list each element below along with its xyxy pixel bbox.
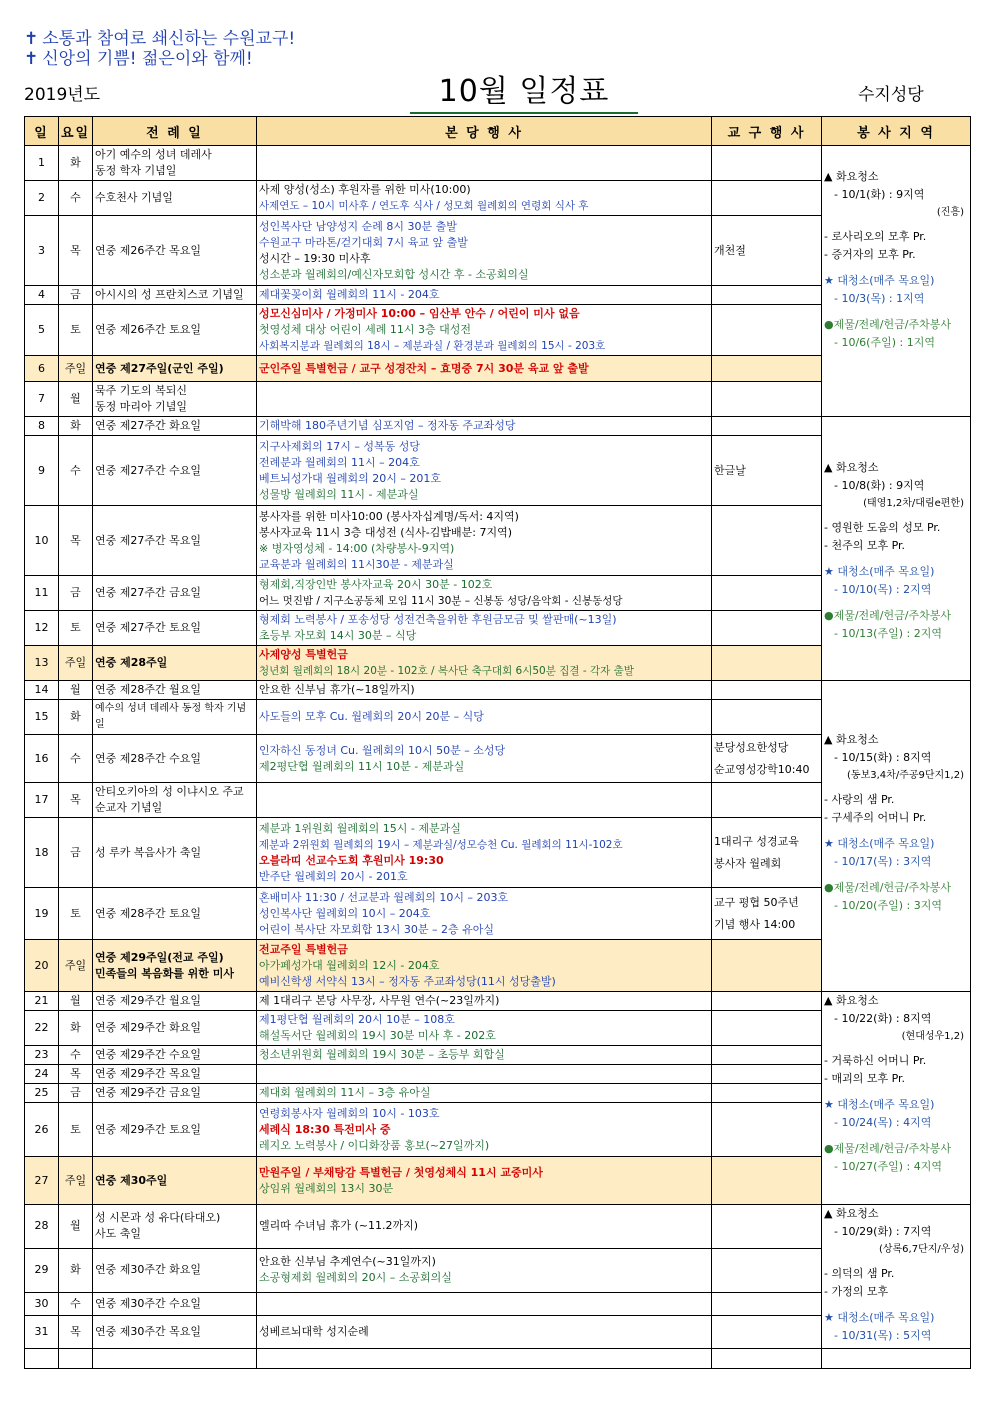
event-line: 교육분과 월례회의 11시30분 - 제분과실	[259, 557, 454, 571]
diocese-event	[712, 611, 822, 646]
event-line: 봉사자교육 11시 3층 대성전 (식사-김밥배분: 7지역)	[259, 525, 513, 539]
diocese-event	[712, 1316, 822, 1349]
event-line: 기해박해 180주년기념 심포지엄 – 정자동 주교좌성당	[259, 419, 516, 432]
event-line: 사제양성 특별헌금	[259, 648, 348, 661]
diocese-event	[712, 1248, 822, 1292]
event-line: 혼배미사 11:30 / 선교분과 월례회의 10시 – 203호	[259, 890, 509, 904]
service-area-line: ▲ 화요청소	[824, 1207, 879, 1220]
diocese-event	[712, 700, 822, 735]
parish-events	[257, 1157, 712, 1205]
parish-events	[257, 181, 712, 216]
diocese-event	[712, 146, 822, 181]
event-line: 어린이 복사단 자모회합 13시 30분 – 2층 유아실	[259, 922, 494, 936]
event-line: 형제회,직장인반 봉사자교육 20시 30분 - 102호	[259, 578, 493, 591]
weekday: 월	[59, 1205, 93, 1249]
service-area-line: - 사랑의 샘 Pr.	[824, 793, 895, 806]
service-area-line: - 10/3(목) : 1지역	[834, 292, 925, 305]
event-line: 성인복사단 월례회의 10시 – 204호	[259, 906, 431, 920]
liturgical-day: 아기 예수의 성녀 데레사 동정 학자 기념일	[93, 146, 257, 181]
service-area-line: ▲ 화요청소	[824, 994, 879, 1007]
year-label: 2019년도	[24, 85, 101, 105]
weekday: 주일	[59, 940, 93, 992]
day-number: 16	[25, 735, 59, 783]
liturgical-day: 연중 제28주간 토요일	[93, 888, 257, 940]
diocese-event: 교구 평협 50주년 기념 행사 14:00	[712, 888, 822, 940]
liturgical-day: 성 시몬과 성 유다(타대오) 사도 축일	[93, 1205, 257, 1249]
event-line: 제분과 2위원회 월례회의 19시 – 제분과실/성모승천 Cu. 월례회의 11시-102호	[259, 838, 623, 851]
liturgical-day: 묵주 기도의 복되신 동정 마리아 기념일	[93, 382, 257, 417]
event-line: 사제연도 – 10시 미사후 / 연도후 식사 / 성모회 월례회의 연령회 식사 후	[259, 200, 589, 212]
service-area-line: - 10/20(주일) : 3지역	[834, 899, 942, 912]
service-area-line: ▲ 화요청소	[824, 461, 879, 474]
parish-name: 수지성당	[858, 85, 924, 105]
service-area-line: - 10/29(화) : 7지역	[834, 1225, 932, 1238]
day-number: 13	[25, 646, 59, 681]
day-number: 11	[25, 576, 59, 611]
weekday: 화	[59, 700, 93, 735]
event-line: 사제 양성(성소) 후원자를 위한 미사(10:00)	[259, 183, 471, 196]
event-line: 인자하신 동정녀 Cu. 월례회의 10시 50분 – 소성당	[259, 743, 506, 757]
weekday: 토	[59, 305, 93, 356]
liturgical-day: 연중 제29주일(전교 주일) 민족들의 복음화를 위한 미사	[93, 940, 257, 992]
diocese-event	[712, 1157, 822, 1205]
day-number: 15	[25, 700, 59, 735]
service-area-line: - 10/15(화) : 8지역	[834, 751, 932, 764]
diocese-event	[712, 305, 822, 356]
weekday: 목	[59, 783, 93, 818]
schedule-table	[24, 116, 971, 1369]
table-row	[25, 1205, 971, 1249]
service-area-line: - 10/22(화) : 8지역	[834, 1012, 932, 1025]
parish-events	[257, 992, 712, 1011]
liturgical-day: 연중 제29주간 금요일	[93, 1084, 257, 1103]
event-line: 성베르뇌대학 성지순례	[259, 1325, 369, 1339]
event-line: 제 1대리구 본당 사무장, 사무원 연수(~23일까지)	[259, 994, 500, 1007]
table-header-row	[25, 117, 971, 146]
weekday: 화	[59, 1248, 93, 1292]
liturgical-day: 연중 제30주일	[93, 1157, 257, 1205]
diocese-event	[712, 356, 822, 382]
table-row	[25, 681, 971, 700]
col-header-service-area: 봉 사 지 역	[822, 117, 971, 146]
service-area-line: - 10/27(주일) : 4지역	[834, 1160, 942, 1173]
weekday: 목	[59, 1316, 93, 1349]
diocese-event	[712, 1084, 822, 1103]
weekday: 수	[59, 436, 93, 506]
parish-events	[257, 506, 712, 576]
weekday: 금	[59, 818, 93, 888]
parish-events	[257, 1292, 712, 1316]
day-number: 17	[25, 783, 59, 818]
event-line: 예비신학생 서약식 13시 – 정자동 주교좌성당(11시 성당출발)	[259, 974, 556, 988]
empty-cell	[25, 1349, 59, 1369]
event-line: 전교주일 특별헌금	[259, 942, 348, 956]
parish-events	[257, 1011, 712, 1046]
event-line: 제2평단협 월례회의 11시 10분 - 제분과실	[259, 759, 465, 773]
service-area-line: (진흥)	[936, 207, 964, 218]
table-row	[25, 417, 971, 436]
day-number: 31	[25, 1316, 59, 1349]
service-area-block	[822, 146, 971, 417]
diocese-event: 1대리구 성경교육 봉사자 월례회	[712, 818, 822, 888]
liturgical-day: 연중 제29주간 수요일	[93, 1046, 257, 1065]
service-area-line: ●제물/전례/헌금/주차봉사	[824, 1142, 951, 1155]
diocese-event	[712, 417, 822, 436]
diocese-event	[712, 181, 822, 216]
day-number: 4	[25, 286, 59, 305]
service-area-line: ★ 대청소(매주 목요일)	[824, 274, 935, 287]
weekday: 금	[59, 576, 93, 611]
weekday: 월	[59, 681, 93, 700]
day-number: 3	[25, 216, 59, 286]
event-line: 초등부 자모회 14시 30분 – 식당	[259, 629, 417, 642]
liturgical-day: 연중 제29주간 토요일	[93, 1103, 257, 1157]
table-row-empty	[25, 1349, 971, 1369]
liturgical-day: 연중 제30주간 수요일	[93, 1292, 257, 1316]
service-area-line: - 10/1(화) : 9지역	[834, 188, 925, 201]
diocese-event	[712, 992, 822, 1011]
event-line: 제1평단협 월례회의 20시 10분 – 108호	[259, 1013, 455, 1026]
parish-events	[257, 1248, 712, 1292]
parish-events	[257, 382, 712, 417]
service-area-line: (현대성우1,2)	[901, 1031, 964, 1042]
weekday: 수	[59, 1292, 93, 1316]
weekday: 수	[59, 735, 93, 783]
page-title: 10월 일정표	[410, 66, 638, 114]
day-number: 26	[25, 1103, 59, 1157]
event-line: 소공형제회 월례회의 20시 – 소공회의실	[259, 1271, 452, 1285]
diocese-event: 개천절	[712, 216, 822, 286]
day-number: 21	[25, 992, 59, 1011]
diocese-event	[712, 681, 822, 700]
day-number: 8	[25, 417, 59, 436]
event-line: 상임위 월례회의 13시 30분	[259, 1181, 394, 1195]
weekday: 토	[59, 1103, 93, 1157]
diocese-event	[712, 1065, 822, 1084]
day-number: 27	[25, 1157, 59, 1205]
service-area-line: - 10/10(목) : 2지역	[834, 583, 932, 596]
service-area-line: - 영원한 도움의 성모 Pr.	[824, 521, 941, 534]
parish-events	[257, 1316, 712, 1349]
col-header-diocese-events: 교 구 행 사	[712, 117, 822, 146]
weekday: 월	[59, 992, 93, 1011]
event-line: 청소년위원회 월례회의 19시 30분 – 초등부 회합실	[259, 1048, 505, 1061]
liturgical-day: 연중 제28주일	[93, 646, 257, 681]
weekday: 수	[59, 1046, 93, 1065]
service-area-line: - 10/17(목) : 3지역	[834, 855, 932, 868]
event-line: 제대회 월례회의 11시 – 3층 유아실	[259, 1086, 431, 1099]
col-header-liturgy: 전 례 일	[93, 117, 257, 146]
diocese-event	[712, 576, 822, 611]
diocese-event	[712, 506, 822, 576]
cross-icon: ✝	[24, 29, 39, 49]
slogan-text-2: 신앙의 기쁨! 젊은이와 함께!	[42, 49, 253, 69]
event-line: 만원주일 / 부채탕감 특별헌금 / 첫영성체식 11시 교중미사	[259, 1165, 543, 1179]
service-area-line: - 10/6(주일) : 1지역	[834, 336, 935, 349]
day-number: 18	[25, 818, 59, 888]
table-row	[25, 992, 971, 1011]
slogan-text-1: 소통과 참여로 쇄신하는 수원교구!	[42, 29, 296, 49]
weekday: 월	[59, 382, 93, 417]
weekday: 수	[59, 181, 93, 216]
diocese-event: 분당성요한성당 순교영성강학10:40	[712, 735, 822, 783]
day-number: 22	[25, 1011, 59, 1046]
day-number: 2	[25, 181, 59, 216]
event-line: 성물방 월례회의 11시 - 제분과실	[259, 487, 419, 501]
parish-events	[257, 146, 712, 181]
service-area-line: - 천주의 모후 Pr.	[824, 539, 906, 552]
event-line: 반주단 월례회의 20시 - 201호	[259, 869, 408, 883]
diocese-event: 한글날	[712, 436, 822, 506]
day-number: 20	[25, 940, 59, 992]
liturgical-day: 연중 제27주간 목요일	[93, 506, 257, 576]
liturgical-day: 연중 제29주간 목요일	[93, 1065, 257, 1084]
liturgical-day: 안티오키아의 성 이냐시오 주교 순교자 기념일	[93, 783, 257, 818]
parish-events	[257, 1205, 712, 1249]
service-area-line: ●제물/전례/헌금/주차봉사	[824, 881, 951, 894]
diocese-event	[712, 1103, 822, 1157]
table-row	[25, 146, 971, 181]
liturgical-day: 연중 제30주간 화요일	[93, 1248, 257, 1292]
liturgical-day: 연중 제27주간 수요일	[93, 436, 257, 506]
day-number: 30	[25, 1292, 59, 1316]
parish-events	[257, 576, 712, 611]
empty-cell	[712, 1349, 822, 1369]
event-line: 베트뇌성가대 월례회의 20시 – 201호	[259, 471, 441, 485]
diocese-event	[712, 286, 822, 305]
service-area-line: ★ 대청소(매주 목요일)	[824, 1098, 935, 1111]
service-area-line: - 가정의 모후	[824, 1285, 889, 1298]
event-line: 성시간 – 19:30 미사후	[259, 251, 371, 265]
parish-events	[257, 286, 712, 305]
event-line: 형제회 노력봉사 / 포송성당 성전건축을위한 후원금모금 및 쌀판매(~13일)	[259, 613, 617, 626]
event-line: 어느 멋진밤 / 지구소공동체 모임 11시 30분 – 신봉동 성당/음악회 - 신봉동성당	[259, 595, 623, 607]
service-area-block	[822, 992, 971, 1205]
diocese-event	[712, 940, 822, 992]
weekday: 목	[59, 506, 93, 576]
parish-events	[257, 888, 712, 940]
diocese-event	[712, 783, 822, 818]
service-area-line: ●제물/전례/헌금/주차봉사	[824, 609, 951, 622]
empty-cell	[257, 1349, 712, 1369]
service-area-line: ★ 대청소(매주 목요일)	[824, 837, 935, 850]
parish-events	[257, 940, 712, 992]
day-number: 23	[25, 1046, 59, 1065]
weekday: 화	[59, 417, 93, 436]
event-line: 성소분과 월례회의/예신자모회합 성시간 후 - 소공회의실	[259, 267, 529, 281]
parish-events	[257, 646, 712, 681]
day-number: 25	[25, 1084, 59, 1103]
service-area-line: - 10/13(주일) : 2지역	[834, 627, 942, 640]
event-line: 군인주일 특별헌금 / 교구 성경잔치 – 효명중 7시 30분 육교 앞 출발	[259, 361, 589, 375]
weekday: 목	[59, 216, 93, 286]
service-area-line: ★ 대청소(매주 목요일)	[824, 565, 935, 578]
event-line: 제분과 1위원회 월례회의 15시 - 제분과실	[259, 821, 461, 835]
col-header-parish-events: 본 당 행 사	[257, 117, 712, 146]
empty-cell	[93, 1349, 257, 1369]
event-line: 연령회봉사자 월례회의 10시 - 103호	[259, 1106, 440, 1120]
cross-icon: ✝	[24, 49, 39, 69]
liturgical-day: 연중 제27주간 화요일	[93, 417, 257, 436]
weekday: 화	[59, 146, 93, 181]
service-area-line: - 매괴의 모후 Pr.	[824, 1072, 906, 1085]
service-area-line: - 로사리오의 모후 Pr.	[824, 230, 927, 243]
service-area-line: - 10/24(목) : 4지역	[834, 1116, 932, 1129]
parish-events	[257, 417, 712, 436]
weekday: 주일	[59, 646, 93, 681]
empty-cell	[822, 1349, 971, 1369]
liturgical-day: 아시시의 성 프란치스코 기념일	[93, 286, 257, 305]
weekday: 주일	[59, 356, 93, 382]
event-line: 첫영성체 대상 어린이 세례 11시 3층 대성전	[259, 323, 471, 336]
service-area-line: - 10/31(목) : 5지역	[834, 1329, 932, 1342]
event-line: 사회복지분과 월례회의 18시 – 제분과실 / 환경분과 월례회의 15시 - 203호	[259, 340, 606, 352]
weekday: 화	[59, 1011, 93, 1046]
day-number: 7	[25, 382, 59, 417]
empty-cell	[59, 1349, 93, 1369]
service-area-line: - 구세주의 어머니 Pr.	[824, 811, 927, 824]
service-area-line: (상록6,7단지/우성)	[878, 1244, 964, 1255]
diocese-event	[712, 382, 822, 417]
liturgical-day: 연중 제28주간 수요일	[93, 735, 257, 783]
event-line: 성모신심미사 / 가정미사 10:00 – 임산부 안수 / 어린이 미사 없음	[259, 307, 580, 320]
day-number: 19	[25, 888, 59, 940]
parish-events	[257, 216, 712, 286]
service-area-line: - 거룩하신 어머니 Pr.	[824, 1054, 927, 1067]
weekday: 토	[59, 888, 93, 940]
event-line: 아가페성가대 월례회의 12시 - 204호	[259, 958, 440, 972]
event-line: 봉사자를 위한 미사10:00 (봉사자십계명/독서: 4지역)	[259, 509, 519, 523]
event-line: 수원교구 마라톤/걷기대회 7시 육교 앞 출발	[259, 235, 468, 249]
service-area-line: - 의덕의 샘 Pr.	[824, 1267, 895, 1280]
liturgical-day: 연중 제28주간 월요일	[93, 681, 257, 700]
weekday: 주일	[59, 1157, 93, 1205]
weekday: 금	[59, 1084, 93, 1103]
event-line: 세례식 18:30 특전미사 중	[259, 1122, 391, 1136]
day-number: 1	[25, 146, 59, 181]
parish-events	[257, 611, 712, 646]
event-line: 제대꽃꽂이회 월례회의 11시 - 204호	[259, 288, 440, 301]
parish-events	[257, 818, 712, 888]
event-line: 성인복사단 남양성지 순례 8시 30분 출발	[259, 219, 457, 233]
weekday: 토	[59, 611, 93, 646]
parish-events	[257, 356, 712, 382]
diocese-event	[712, 1046, 822, 1065]
schedule-body	[25, 146, 971, 1369]
col-header-weekday: 요일	[59, 117, 93, 146]
event-line: 전례분과 월례회의 11시 – 204호	[259, 455, 420, 469]
parish-events	[257, 1065, 712, 1084]
event-line: 오블라띠 선교수도회 후원미사 19:30	[259, 853, 444, 867]
day-number: 12	[25, 611, 59, 646]
service-area-block	[822, 1205, 971, 1349]
service-area-line: (태영1,2차/대림e편한)	[863, 498, 964, 509]
liturgical-day: 연중 제29주간 월요일	[93, 992, 257, 1011]
event-line: 안요한 신부님 휴가(~18일까지)	[259, 683, 415, 696]
parish-events	[257, 1046, 712, 1065]
parish-events	[257, 1084, 712, 1103]
liturgical-day: 연중 제30주간 목요일	[93, 1316, 257, 1349]
day-number: 9	[25, 436, 59, 506]
diocese-event	[712, 1205, 822, 1249]
diocese-event	[712, 1011, 822, 1046]
day-number: 6	[25, 356, 59, 382]
parish-events	[257, 305, 712, 356]
parish-events	[257, 681, 712, 700]
event-line: 안요한 신부님 추계연수(~31일까지)	[259, 1255, 436, 1269]
event-line: 지구사제회의 17시 – 성복동 성당	[259, 439, 420, 453]
service-area-line: ★ 대청소(매주 목요일)	[824, 1311, 935, 1324]
diocese-event	[712, 646, 822, 681]
liturgical-day: 연중 제26주간 목요일	[93, 216, 257, 286]
liturgical-day: 수호천사 기념일	[93, 181, 257, 216]
liturgical-day: 연중 제27주간 금요일	[93, 576, 257, 611]
event-line: 청년회 월례회의 18시 20분 - 102호 / 복사단 축구대회 6시50분 집결 - 각자 출발	[259, 665, 634, 677]
day-number: 14	[25, 681, 59, 700]
service-area-block	[822, 681, 971, 992]
parish-events	[257, 783, 712, 818]
event-line: 사도들의 모후 Cu. 월례회의 20시 20분 – 식당	[259, 710, 484, 723]
weekday: 금	[59, 286, 93, 305]
day-number: 10	[25, 506, 59, 576]
service-area-line: - 10/8(화) : 9지역	[834, 479, 925, 492]
weekday: 목	[59, 1065, 93, 1084]
slogan-line-2	[24, 48, 253, 70]
day-number: 28	[25, 1205, 59, 1249]
parish-events	[257, 735, 712, 783]
event-line: 엘리따 수녀님 휴가 (~11.2까지)	[259, 1219, 419, 1233]
slogan-line-1	[24, 28, 295, 50]
day-number: 29	[25, 1248, 59, 1292]
col-header-day: 일	[25, 117, 59, 146]
service-area-line: ▲ 화요청소	[824, 170, 879, 183]
parish-events	[257, 1103, 712, 1157]
service-area-line: ●제물/전례/헌금/주차봉사	[824, 318, 951, 331]
service-area-line: - 증거자의 모후 Pr.	[824, 248, 916, 261]
service-area-line: (동보3,4차/주공9단지1,2)	[847, 770, 964, 781]
liturgical-day: 성 루카 복음사가 축일	[93, 818, 257, 888]
day-number: 24	[25, 1065, 59, 1084]
parish-events	[257, 436, 712, 506]
liturgical-day: 연중 제27주간 토요일	[93, 611, 257, 646]
event-line: 해설독서단 월례회의 19시 30분 미사 후 - 202호	[259, 1029, 496, 1042]
event-line: 레지오 노력봉사 / 이디화장품 홍보(~27일까지)	[259, 1138, 490, 1152]
service-area-block	[822, 417, 971, 681]
event-line: ※ 병자영성체 - 14:00 (차량봉사-9지역)	[259, 541, 455, 555]
parish-events	[257, 700, 712, 735]
liturgical-day: 연중 제29주간 화요일	[93, 1011, 257, 1046]
day-number: 5	[25, 305, 59, 356]
liturgical-day: 연중 제27주일(군인 주일)	[93, 356, 257, 382]
service-area-line: ▲ 화요청소	[824, 733, 879, 746]
liturgical-day: 연중 제26주간 토요일	[93, 305, 257, 356]
liturgical-day: 예수의 성녀 데레사 동정 학자 기념일	[93, 700, 257, 735]
diocese-event	[712, 1292, 822, 1316]
